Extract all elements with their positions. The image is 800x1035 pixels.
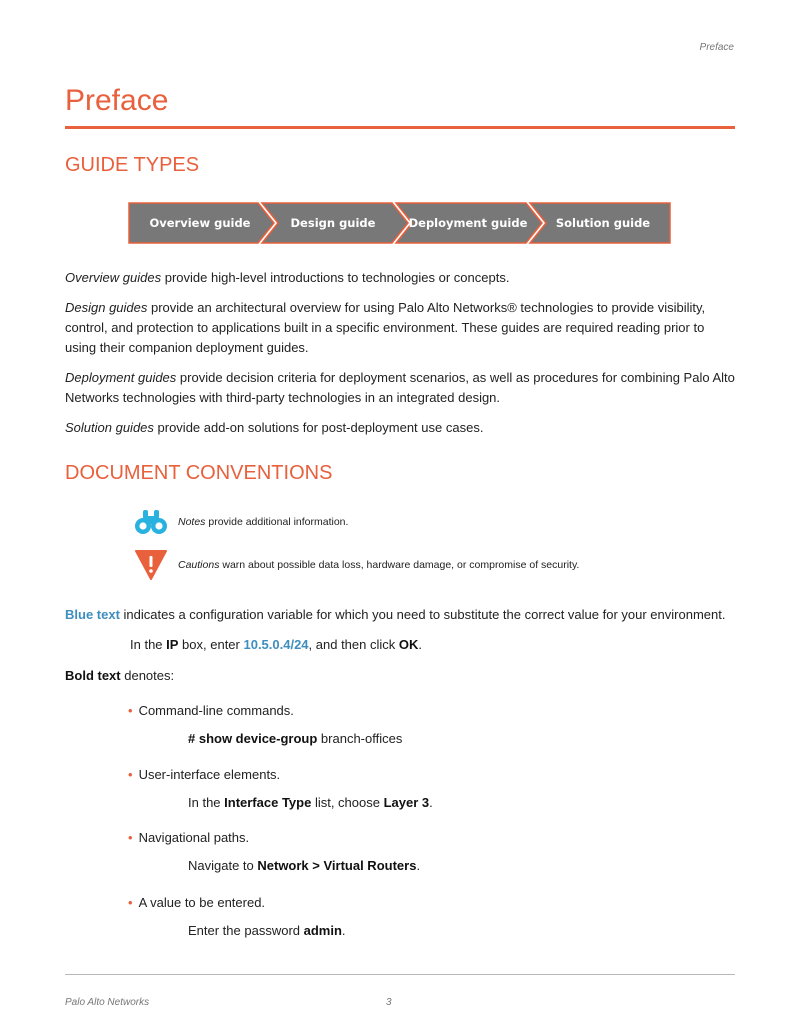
page-number: 3 — [386, 997, 392, 1008]
value-entry-example: Enter the password admin. — [188, 923, 346, 938]
term: Overview guides — [65, 270, 162, 285]
guide-types-heading: GUIDE TYPES — [65, 154, 200, 176]
bold-text-convention: Bold text denotes: — [65, 668, 175, 683]
blue-text-term: Blue text — [65, 607, 120, 622]
term: Deployment guides — [65, 370, 177, 385]
list-item: • User-interface elements. — [128, 767, 281, 782]
list-item: • Command-line commands. — [128, 703, 294, 718]
list-item: • Navigational paths. — [128, 830, 250, 845]
design-guides-description: Design guides provide an architectural overview for using Palo Alto Networks® technologies to provide visibility, control, and protection to applications built in a specific environment. These guides are required reading prior to using their companion deployment guides. — [65, 300, 706, 355]
deployment-guides-description: Deployment guides provide decision criteria for deployment scenarios, as well as procedures for combining Palo Alto Networks technologies with third-party technologies in an integrated design. — [65, 370, 735, 405]
footer-company: Palo Alto Networks — [65, 997, 150, 1008]
command-line-example: # show device-group branch-offices — [188, 731, 403, 746]
title-divider — [65, 126, 735, 129]
flow-label-deployment: Deployment guide — [408, 216, 528, 230]
flow-label-overview: Overview guide — [149, 216, 251, 230]
ui-element-example: In the Interface Type list, choose Layer 3. — [188, 795, 433, 810]
running-header: Preface — [699, 42, 734, 53]
warning-icon — [134, 550, 168, 580]
blue-text-convention: Blue text indicates a configuration variable for which you need to substitute the correct value for your environment. — [65, 607, 726, 622]
overview-guides-description: Overview guides provide high-level introductions to technologies or concepts. — [65, 270, 510, 285]
term: Solution guides — [65, 420, 154, 435]
navigation-path-example: Navigate to Network > Virtual Routers. — [188, 858, 421, 873]
flow-label-design: Design guide — [290, 216, 376, 230]
guide-type-flow — [128, 202, 671, 244]
list-item: • A value to be entered. — [128, 895, 266, 910]
footer-divider — [65, 974, 735, 975]
blue-text-example: In the IP box, enter 10.5.0.4/24, and then click OK. — [130, 637, 422, 652]
term: Design guides — [65, 300, 148, 315]
page-title: Preface — [65, 84, 169, 117]
flow-label-solution: Solution guide — [555, 216, 651, 230]
bold-text-term: Bold text — [65, 668, 121, 683]
notes-text: Notes provide additional information. — [178, 516, 349, 528]
solution-guides-description: Solution guides provide add-on solutions for post-deployment use cases. — [65, 420, 484, 435]
document-conventions-heading: DOCUMENT CONVENTIONS — [65, 462, 333, 484]
cautions-text: Cautions warn about possible data loss, hardware damage, or compromise of security. — [178, 559, 580, 571]
binoculars-icon — [134, 507, 168, 537]
